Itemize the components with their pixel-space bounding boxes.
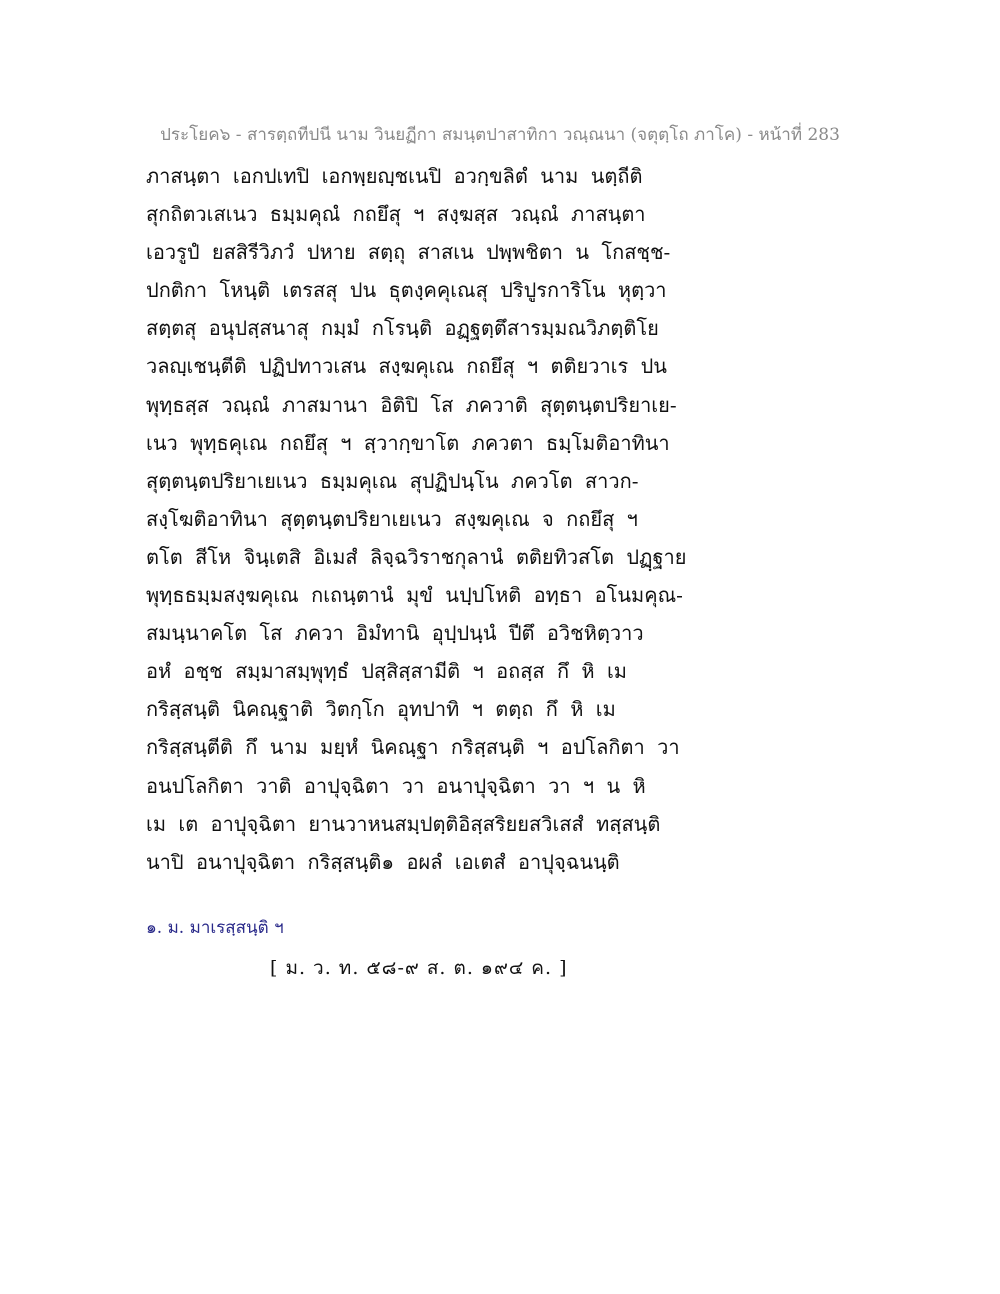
text-line: เนว พุทฺธคุเณ กถยึสุ ฯ สฺวากฺขาโต ภควตา ธมฺโมติอาทินา — [146, 430, 670, 455]
text-line: กริสฺสนฺตีติ กึ นาม มยฺหํ นิคณฺฐา กริสฺสนฺติ ฯ อปโลกิตา วา — [146, 735, 680, 760]
text-line: สุตฺตนฺตปริยาเยเนว ธมฺมคุเณ สุปฏิปนฺโน ภควโต สาวก- — [146, 468, 639, 493]
text-line: พุทฺธธมฺมสงฺฆคุเณ กเถนฺตานํ มุขํ นปฺปโหติ อทฺธา อโนมคุณ- — [146, 583, 683, 608]
text-line: ภาสนฺตา เอกปเทปิ เอกพฺยญฺชเนปิ อวกฺขลิตํ นาม นตฺถีติ — [146, 164, 643, 188]
text-line: เม เต อาปุจฺฉิตา ยานวาหนสมฺปตฺติอิสฺสริยยสวิเสสํ ทสฺสนฺติ — [146, 811, 661, 836]
text-line: ปกติกา โหนฺติ เตรสสุ ปน ธุตงฺคคุเณสุ ปริปูรการิโน หุตฺวา — [146, 278, 667, 303]
footnote: ๑. ม. มาเรสฺสนฺติ ฯ — [146, 918, 284, 938]
page-header: ประโยค๖ - สารตฺถทีปนี นาม วินยฏีกา สมนฺตปาสาทิกา วณฺณนา (จตุตฺโถ ภาโค) - หน้าที่ 283 — [160, 125, 840, 145]
text-line: นาปิ อนาปุจฺฉิตา กริสฺสนฺติ๑ อผลํ เอเตสํ อาปุจฺฉนนฺติ — [146, 849, 620, 874]
text-line: กริสฺสนฺติ นิคณฺฐาติ วิตกฺโก อุทปาทิ ฯ ตตฺถ กึ หิ เม — [146, 697, 616, 722]
body-text — [146, 157, 866, 881]
text-line: สมนฺนาคโต โส ภควา อิมํทานิ อุปฺปนฺนํ ปีตึ อวิชหิตฺวาว — [146, 621, 644, 646]
text-line: สงฺโฆติอาทินา สุตฺตนฺตปริยาเยเนว สงฺฆคุเณ จ กถยึสุ ฯ — [146, 506, 638, 531]
text-line: สตฺตสุ อนุปสฺสนาสุ กมฺมํ กโรนฺติ อฏฺฐตฺตึสารมฺมณวิภตฺติโย — [146, 316, 659, 341]
text-line: สุกถิตวเสเนว ธมฺมคุณํ กถยึสุ ฯ สงฺฆสฺส วณฺณํ ภาสนฺตา — [146, 202, 646, 227]
text-line: อหํ อชฺช สมฺมาสมฺพุทฺธํ ปสฺสิสฺสามีติ ฯ อถสฺส กึ หิ เม — [146, 659, 627, 684]
text-line: ตโต สีโห จินฺเตสิ อิเมสํ ลิจฺฉวิราชกุลานํ ตติยทิวสโต ปฏฺฐาย — [146, 544, 687, 569]
page-reference: [ ม. ว. ท. ๕๘-๙ ส. ต. ๑๙๔ ค. ] — [270, 957, 568, 979]
text-line: เอวรูปํ ยสสิรีวิภวํ ปหาย สตฺถุ สาสเน ปพฺพชิตา น โกสชฺช- — [146, 240, 671, 265]
text-line: วลญฺเชนฺตีติ ปฏิปทาวเสน สงฺฆคุเณ กถยึสุ ฯ ตติยวาเร ปน — [146, 354, 667, 379]
text-line: พุทฺธสฺส วณฺณํ ภาสมานา อิติปิ โส ภควาติ สุตฺตนฺตปริยาเย- — [146, 392, 677, 417]
text-line: อนปโลกิตา วาติ อาปุจฺฉิตา วา อนาปุจฺฉิตา วา ฯ น หิ — [146, 773, 646, 798]
